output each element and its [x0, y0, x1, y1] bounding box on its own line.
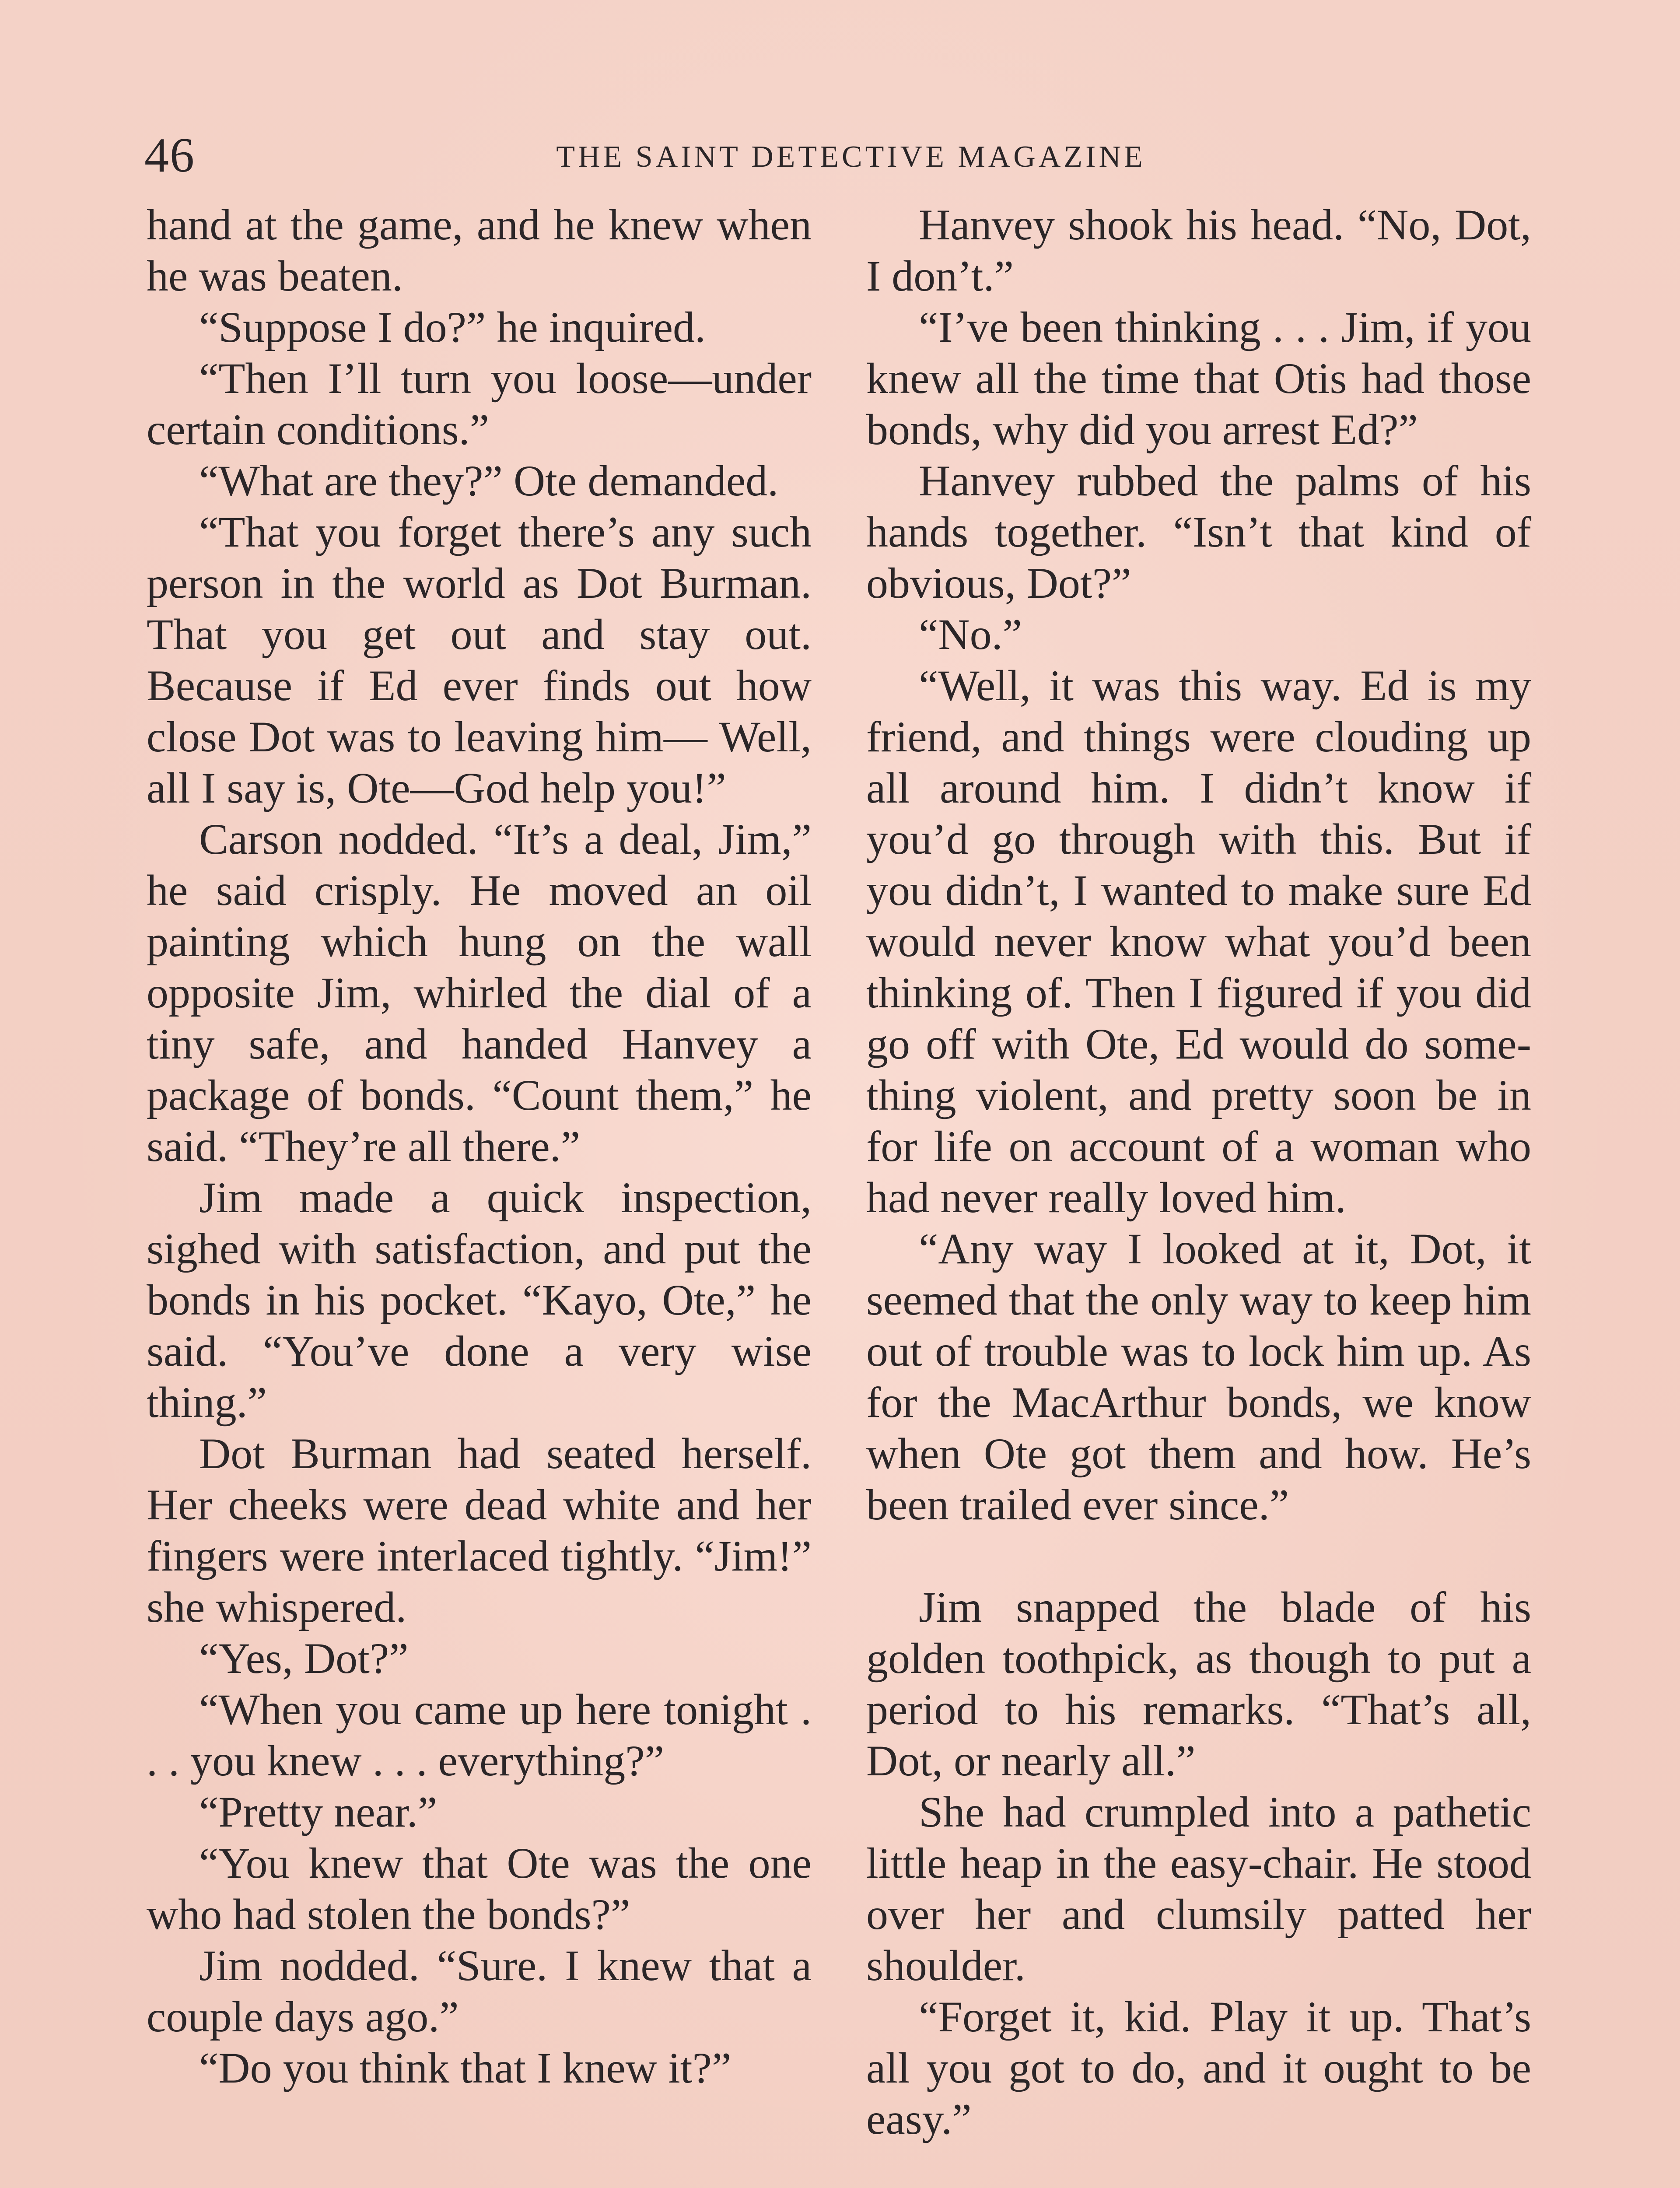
paragraph: “Pretty near.”	[199, 1788, 438, 1836]
paragraph: “That you forget there’s any such person in the world as Dot Burman. That you get out and stay out. Because if Ed ever finds out how close Dot was to leaving him— Well, all I say is, Ote—God help you!”	[147, 508, 812, 812]
page-number: 46	[144, 128, 195, 182]
paragraph: “No.”	[919, 610, 1022, 659]
paragraph: hand at the game, and he knew when he was beaten.	[147, 200, 812, 300]
paragraph: “Suppose I do?” he inquired.	[199, 303, 706, 351]
paragraph: Carson nodded. “It’s a deal, Jim,” he said crisply. He moved an oil painting which hung on the wall opposite Jim, whirled the dial of a tiny safe, and handed Hanvey a package of bonds. “Count them,” he said. “They’re all there.”	[147, 815, 812, 1171]
page-header	[144, 127, 1536, 184]
paragraph: “Well, it was this way. Ed is my friend, and things were clouding up all around him. I didn’t know if you’d go through with this. But if you didn’t, I wanted to make sure Ed would never know what you’d been thinking of. Then I figured if you did go off with Ote, Ed would do something violent, and pretty soon be in for life on account of a woman who had never really loved him.	[866, 661, 1531, 1222]
paragraph: “Do you think that I knew it?”	[199, 2044, 732, 2092]
paragraph: “You knew that Ote was the one who had stolen the bonds?”	[147, 1839, 812, 1939]
paragraph: Hanvey rubbed the palms of his hands together. “Isn’t that kind of obvious, Dot?”	[866, 456, 1531, 607]
paragraph: Dot Burman had seated herself. Her cheeks were dead white and her fingers were interlaced tightly. “Jim!” she whispered.	[147, 1429, 812, 1631]
paragraph: Hanvey shook his head. “No, Dot, I don’t.”	[866, 200, 1531, 300]
left-column	[147, 199, 812, 2093]
paragraph: Jim made a quick inspection, sighed with satisfaction, and put the bonds in his pocket. “Kayo, Ote,” he said. “You’ve done a very wise thing.”	[147, 1173, 812, 1427]
paragraph: “When you came up here tonight . . . you knew . . . everything?”	[147, 1685, 812, 1785]
paragraph: Jim snapped the blade of his golden toothpick, as though to put a period to his remarks. “That’s all, Dot, or nearly all.”	[866, 1583, 1531, 1785]
paragraph: “I’ve been thinking . . . Jim, if you knew all the time that Otis had those bonds, why did you arrest Ed?”	[866, 303, 1531, 454]
paragraph: “Yes, Dot?”	[199, 1634, 409, 1683]
paragraph: “Forget it, kid. Play it up. That’s all you got to do, and it ought to be easy.”	[866, 1992, 1531, 2143]
paragraph: She had crumpled into a pathetic little heap in the easy-chair. He stood over her and clumsily patted her shoulder.	[866, 1788, 1531, 1990]
paragraph: Jim nodded. “Sure. I knew that a couple days ago.”	[147, 1941, 812, 2041]
running-head: THE SAINT DETECTIVE MAGAZINE	[556, 140, 1146, 174]
paragraph: “What are they?” Ote demanded.	[199, 456, 779, 505]
paragraph: “Any way I looked at it, Dot, it seemed that the only way to keep him out of trouble was to lock him up. As for the MacArthur bonds, we know when Ote got them and how. He’s been trailed ever since.”	[866, 1224, 1531, 1529]
right-column	[866, 199, 1531, 2145]
paragraph: “Then I’ll turn you loose—under certain conditions.”	[147, 354, 812, 454]
